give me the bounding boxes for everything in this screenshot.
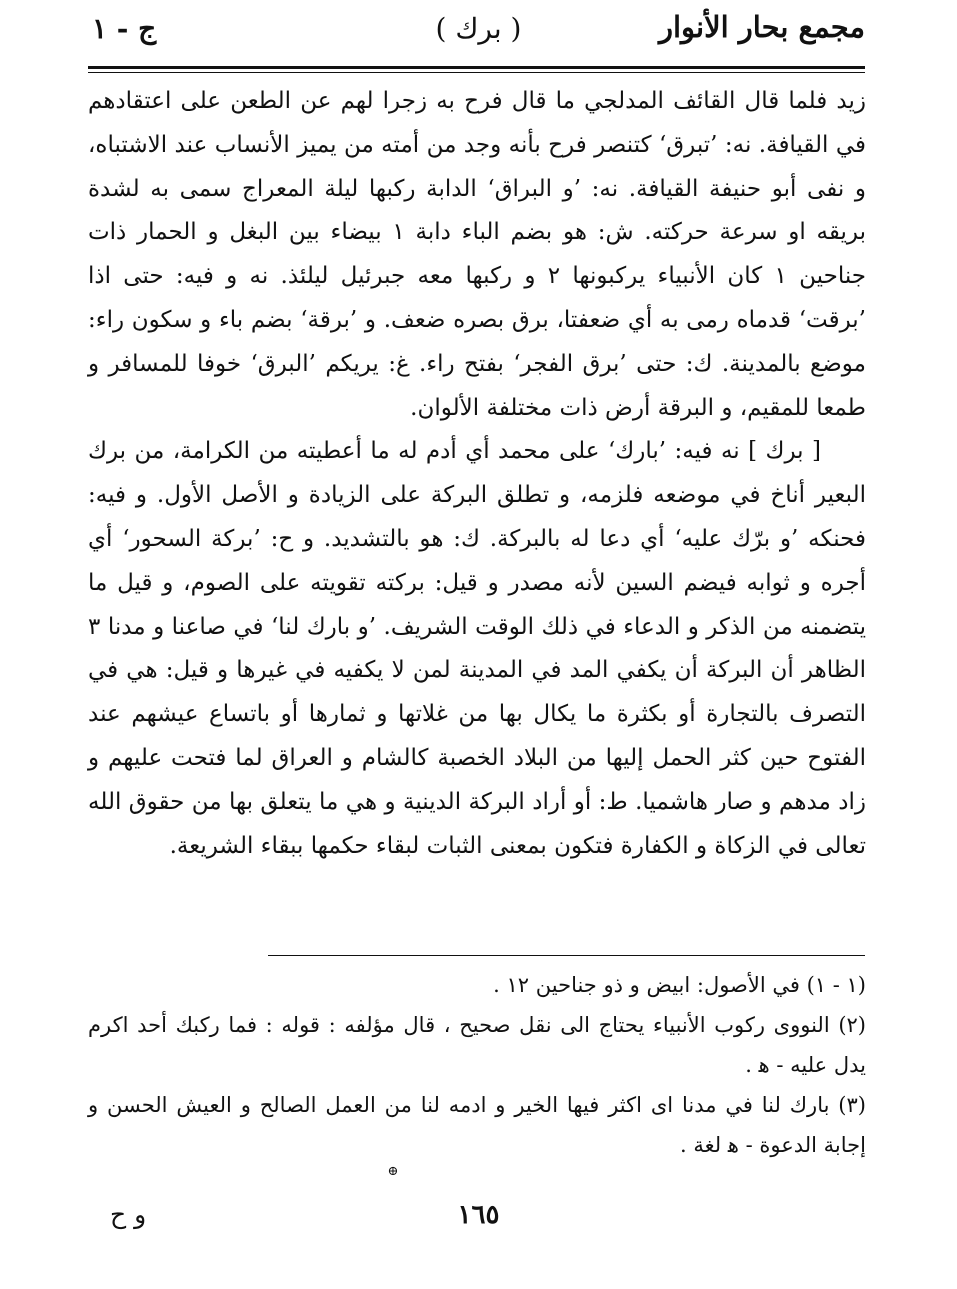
printer-mark: ⊕: [387, 1164, 399, 1179]
catchword: و ح: [110, 1200, 147, 1229]
footnote-3: (٣) بارك لنا في مدنا اى اكثر فيها الخير و ادمه لنا من العمل الصالح و العيش الحسن و إجابة الدعوة - ﻫ لغة .: [88, 1093, 866, 1157]
footnotes: [88, 965, 866, 1165]
main-text: [88, 80, 866, 868]
running-title: مجمع بحار الأنوار: [659, 10, 865, 44]
footnote-2: (٢) النووى ركوب الأنبياء يحتاج الى نقل صحيح ، قال مؤلفه : قوله : فما ركبك أحد اكرم يدل عليه - ﻫ .: [88, 1013, 866, 1077]
page-number: ١٦٥: [457, 1200, 500, 1230]
paragraph-2: [ برك ] نه فيه: ’بارك‘ على محمد أي أدم له ما أعطيته من الكرامة، من برك البعير أناخ في موضعه فلزمه، و تطلق البركة على الزيادة و الأصل الأول. و فيه: فحنكه ’و برّك عليه‘ أي دعا له بالبركة. ك: هو بالتشديد. و ح: ’بركة السحور‘ أي أجره و ثوابه فيضم السين لأنه مصدر و قيل: بركته تقويته على الصوم، و قيل ما يتضمنه من الذكر و الدعاء في ذلك الوقت الشريف. ’و بارك لنا‘ في صاعنا و مدنا ٣ الظاهر أن البركة أن يكفي المد في المدينة لمن لا يكفيه في غيرها و قيل: هي في التصرف بالتجارة أو بكثرة ما يكال بها من غلاتها و ثمارها أو باتساع عيشهم عند الفتوح حين كثر الحمل إليها من البلاد الخصبة كالشام و العراق لما فتحت عليهم و زاد مدهم و صار هاشميا. ط: أو أراد البركة الدينية و هي ما يتعلق بها من حقوق الله تعالى في الزكاة و الكفارة فتكون بمعنى الثبات لبقاء حكمها ببقاء الشريعة.: [88, 438, 866, 859]
page-header: [92, 10, 865, 58]
entry-heading: ( برك ): [435, 12, 522, 45]
footnote-rule: [268, 955, 865, 956]
volume-number: ج - ١: [92, 12, 157, 45]
footnote-1: (١ - ١) في الأصول: ابيض و ذو جناحين ١٢ .: [493, 973, 866, 997]
header-rule-thin: [88, 72, 865, 73]
paragraph-1: زيد فلما قال القائف المدلجي ما قال فرح به زجرا لهم عن الطعن على اعتقادهم في القيافة. نه: ’تبرق‘ كتنصر فرح بأنه وجد من أمته من يميز الأنساب عند الاشتباه، و نفى أبو حنيفة القيافة. نه: ’و البراق‘ الدابة ركبها ليلة المعراج سمى به لشدة بريقه او سرعة حركته. ش: هو بضم الباء دابة ١ بيضاء بين البغل و الحمار ذات جناحين ١ كان الأنبياء يركبونها ٢ و ركبها معه جبرئيل ليلئذ. نه و فيه: حتى اذا ’برقت‘ قدماه رمى به أي ضعفتا، برق بصره ضعف. و ’برقة‘ بضم باء و سكون راء: موضع بالمدينة. ك: حتى ’برق الفجر‘ بفتح راء. غ: يريكم ’البرق‘ خوفا للمسافر و طمعا للمقيم، و البرقة أرض ذات مختلفة الألوان.: [88, 88, 866, 421]
header-rule-thick: [88, 66, 865, 69]
